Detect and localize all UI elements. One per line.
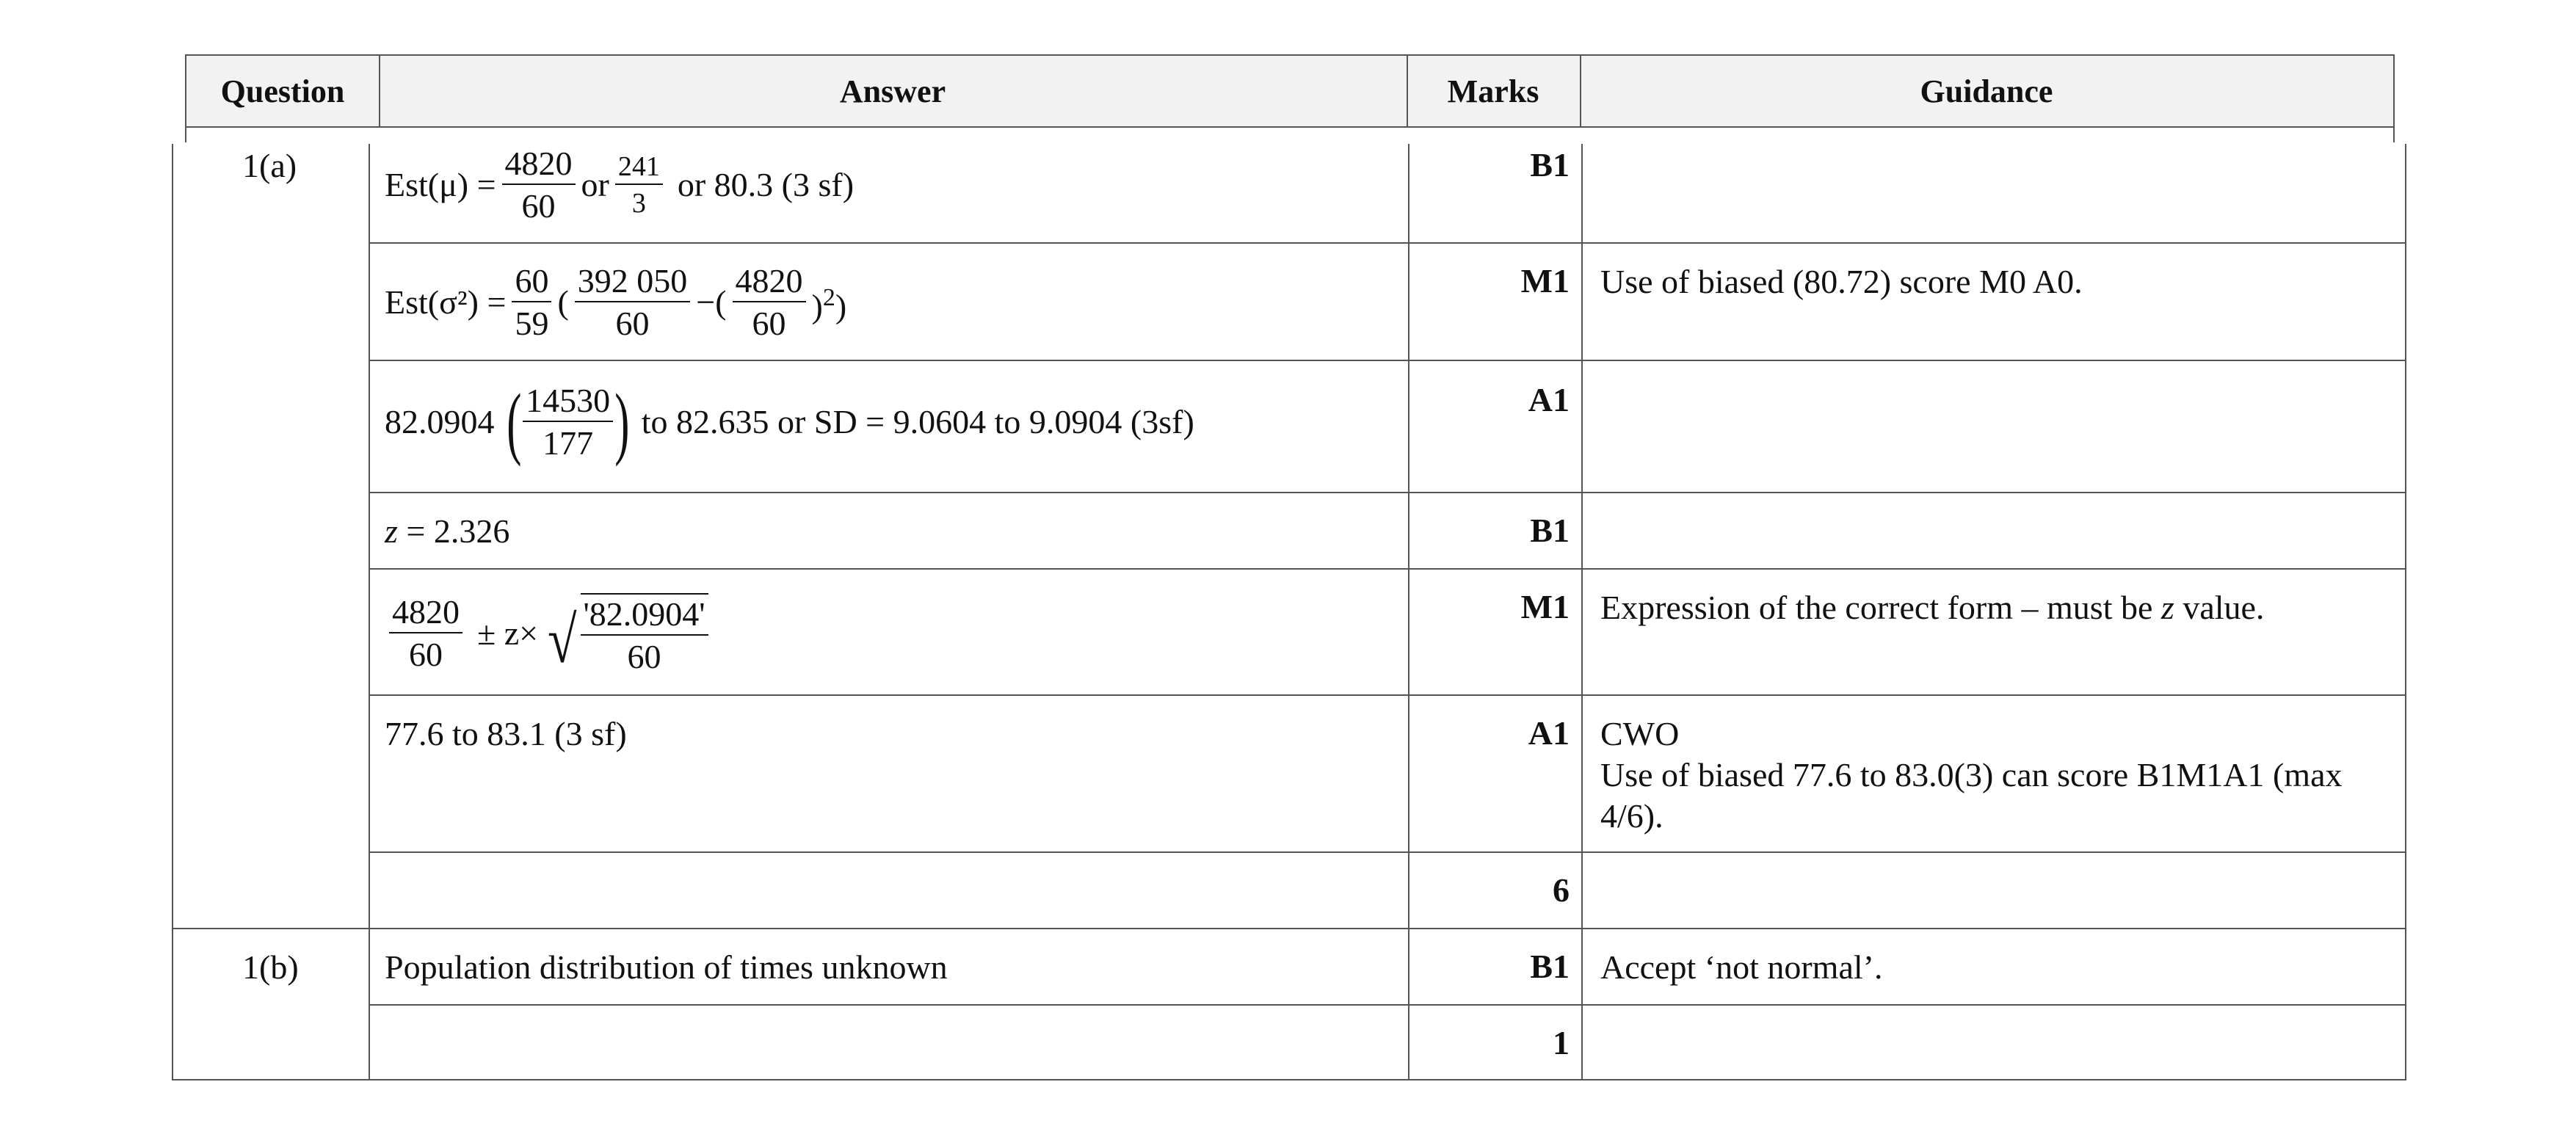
or-text: or [581,166,609,203]
header-guidance: Guidance [1920,73,2053,109]
table-left-border [172,144,173,1080]
answer-row-5 [389,593,708,677]
table-right-border [2405,144,2406,1080]
fraction: $\frac{4820}{60}$ [733,264,806,341]
mark-row-8: B1 [1530,948,1570,985]
guidance-row-6-line-2: Use of biased 77.6 to 83.0(3) can score B1M1A1 (max [1600,756,2343,793]
answer-row-3: 82.0904 ( $\frac{14530}{177}$ ) to 82.635 or SD = 9.0604 to 9.0904 (3sf) [385,377,1194,467]
value-text: 82.0904 [385,403,495,440]
fraction: $\frac{241}{3}$ [615,153,663,217]
z-value: = 2.326 [406,512,510,550]
mark-row-4: B1 [1530,512,1570,549]
total-marks-1a: 6 [1553,871,1570,909]
answer-suffix: to 82.635 or SD = 9.0604 to 9.0904 (3sf) [641,403,1194,440]
answer-row-8: Population distribution of times unknown [385,948,948,986]
answer-row-6: 77.6 to 83.1 (3 sf) [385,715,627,752]
mark-row-6: A1 [1528,714,1570,752]
fraction: $\frac{4820}{60}$ [502,147,576,223]
guidance-row-8: Accept ‘not normal’. [1600,948,1883,986]
question-1b: 1(b) [242,948,299,986]
guidance-row-5: Expression of the correct form – must be z value. [1600,589,2265,626]
square-root: √ $\frac{'82.0904'}{60}$ [544,593,708,674]
guidance-row-6-line-1: CWO [1600,715,1680,752]
est-sigma-label: Est(σ²) = [385,283,507,321]
answer-row-2: Est(σ²) = $\frac{60}{59}$ ( $\frac{392 050}{60}$ −( $\frac{4820}{60}$ )$^2$) [385,262,847,342]
z-variable: z [385,512,398,550]
answer-row-4 [385,511,509,552]
mark-row-1: B1 [1530,146,1570,184]
header-question: Question [220,73,345,109]
mark-row-3: A1 [1528,381,1570,418]
fraction: $\frac{392 050}{60}$ [575,264,691,341]
total-marks-1b: 1 [1553,1024,1570,1061]
est-mu-label: Est(μ) = [385,166,496,203]
table-header [185,54,2395,128]
header-marks: Marks [1447,73,1539,109]
answer-suffix: or 80.3 (3 sf) [677,166,855,203]
mark-row-2: M1 [1520,262,1570,299]
guidance-row-2: Use of biased (80.72) score M0 A0. [1600,263,2083,300]
fraction: $\frac{60}{59}$ [512,264,551,341]
question-1a: 1(a) [242,147,297,184]
answer-row-1 [385,147,854,223]
mark-row-5: M1 [1520,588,1570,625]
fraction: $\frac{4820}{60}$ [389,595,462,672]
plus-minus-z: ± z× [477,614,539,652]
guidance-row-6-line-3: 4/6). [1600,797,1663,835]
header-answer: Answer [839,73,946,109]
fraction: $\frac{14530}{177}$ [523,384,613,460]
